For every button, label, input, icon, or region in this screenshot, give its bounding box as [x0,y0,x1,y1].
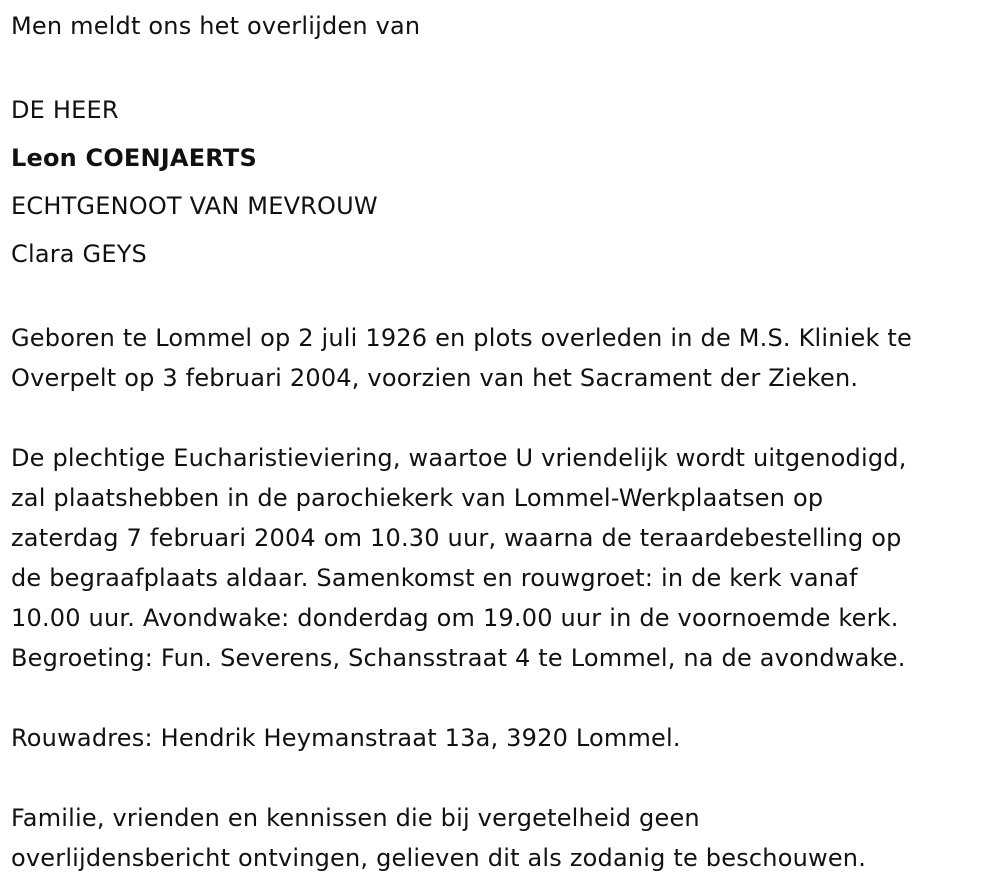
spacer [11,758,991,798]
spouse-label: ECHTGENOOT VAN MEVROUW [11,192,378,220]
spacer [11,398,991,438]
obituary-notice [11,6,991,878]
ceremony-line-4: de begraafplaats aldaar. Samenkomst en rouwgroet: in de kerk vanaf [11,564,858,592]
birth-death-line-1: Geboren te Lommel op 2 juli 1926 en plots overleden in de M.S. Kliniek te [11,324,912,352]
honorific-text: DE HEER [11,96,119,124]
spacer [11,278,991,318]
intro-text: Men meldt ons het overlijden van [11,12,421,40]
deceased-name: Leon COENJAERTS [11,144,257,172]
spouse-name: Clara GEYS [11,240,147,268]
spacer [11,678,991,718]
ceremony-line-1: De plechtige Eucharistieviering, waartoe U vriendelijk wordt uitgenodigd, [11,444,907,472]
ceremony-line-5: 10.00 uur. Avondwake: donderdag om 19.00 uur in de voornoemde kerk. [11,604,899,632]
mourning-address: Rouwadres: Hendrik Heymanstraat 13a, 3920 Lommel. [11,724,681,752]
closing-line-1: Familie, vrienden en kennissen die bij vergetelheid geen [11,804,700,832]
ceremony-line-2: zal plaatshebben in de parochiekerk van Lommel-Werkplaatsen op [11,484,824,512]
closing-line-2: overlijdensbericht ontvingen, gelieven dit als zodanig te beschouwen. [11,844,867,872]
birth-death-line-2: Overpelt op 3 februari 2004, voorzien van het Sacrament der Zieken. [11,364,859,392]
ceremony-line-3: zaterdag 7 februari 2004 om 10.30 uur, waarna de teraardebestelling op [11,524,902,552]
ceremony-line-6: Begroeting: Fun. Severens, Schansstraat 4 te Lommel, na de avondwake. [11,644,906,672]
spacer [11,46,991,86]
